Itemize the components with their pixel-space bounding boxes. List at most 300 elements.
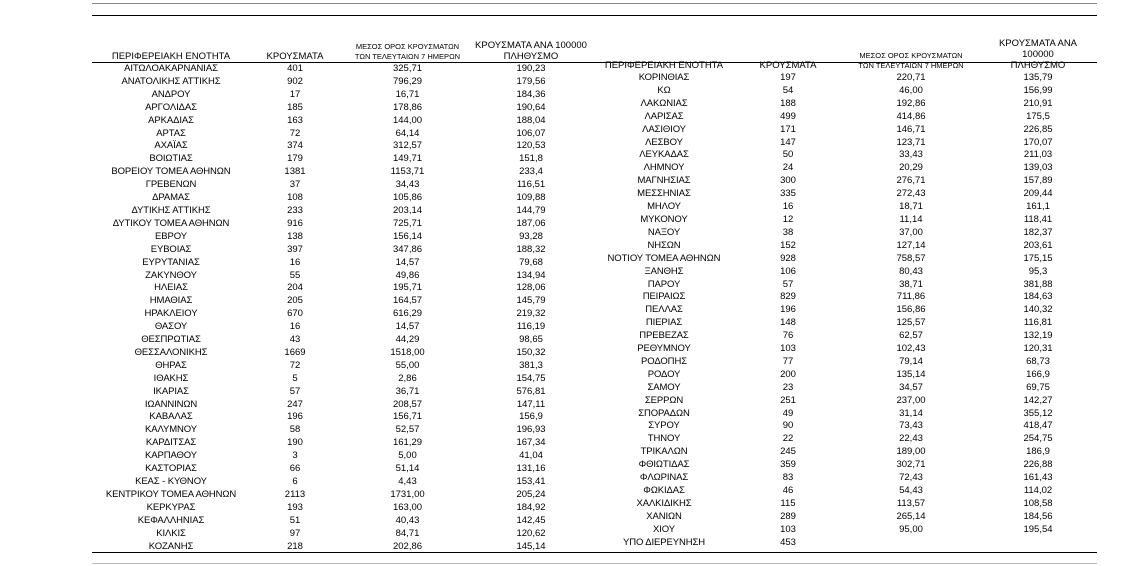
avg7-header <box>838 38 984 72</box>
per100k-cell: 116,51 <box>516 179 546 191</box>
per100k-cell: 161,1 <box>1026 201 1050 213</box>
avg7-cell: 161,29 <box>392 437 423 449</box>
cases-cell: 204 <box>287 282 303 294</box>
cases-header: ΚΡΟΥΣΜΑΤΑ <box>759 60 817 71</box>
table-row <box>590 72 1092 85</box>
avg7-cell: 347,86 <box>392 243 423 255</box>
per100k-cell: 140,32 <box>1023 304 1053 316</box>
cases-cell: 829 <box>780 291 796 303</box>
region-cell: ΤΗΝΟΥ <box>647 433 681 445</box>
cases-cell: 200 <box>780 368 796 380</box>
region-cell: ΚΕΑΣ - ΚΥΘΝΟΥ <box>135 476 207 487</box>
per100k-cell: 93,28 <box>519 230 543 242</box>
avg7-cell: 46,00 <box>899 84 923 96</box>
cases-cell: 148 <box>780 317 796 329</box>
per100k-cell: 79,68 <box>519 256 543 268</box>
region-cell: ΝΟΤΙΟΥ ΤΟΜΕΑ ΑΘΗΝΩΝ <box>607 252 721 264</box>
cases-cell: 374 <box>287 140 303 152</box>
region-cell: ΔΥΤΙΚΗΣ ΑΤΤΙΚΗΣ <box>131 204 211 216</box>
table-row <box>590 317 1092 330</box>
cases-cell: 16 <box>782 201 794 213</box>
table-row <box>590 266 1092 279</box>
per100k-cell <box>984 537 1092 550</box>
per100k-header-line2: ΠΛΗΘΥΣΜΟ <box>1010 60 1066 71</box>
region-cell: ΕΥΒΟΙΑΣ <box>150 243 192 255</box>
per100k-header-line2: ΠΛΗΘΥΣΜΟ <box>503 51 559 62</box>
region-cell: ΛΑΡΙΣΑΣ <box>644 110 684 122</box>
region-cell: ΛΑΣΙΘΙΟΥ <box>642 123 686 135</box>
region-cell: ΣΠΟΡΑΔΩΝ <box>638 407 690 419</box>
region-cell: ΦΘΙΩΤΙΔΑΣ <box>638 459 690 471</box>
per100k-cell: 68,73 <box>1026 355 1050 367</box>
region-cell: ΡΟΔΟΠΗΣ <box>641 355 687 367</box>
per100k-cell: 69,75 <box>1026 381 1050 393</box>
region-cell: ΜΕΣΣΗΝΙΑΣ <box>637 188 691 200</box>
cases-header: ΚΡΟΥΣΜΑΤΑ <box>266 51 324 62</box>
table-row <box>92 411 587 424</box>
per100k-cell: 203,61 <box>1023 239 1053 251</box>
table-row <box>92 140 587 153</box>
region-header: ΠΕΡΙΦΕΡΕΙΑΚΗ ΕΝΟΤΗΤΑ <box>111 51 231 62</box>
per100k-cell: 142,45 <box>516 514 546 526</box>
region-cell: ΚΑΡΠΑΘΟΥ <box>144 450 198 462</box>
per100k-cell: 153,41 <box>516 476 546 487</box>
table-row <box>92 463 587 476</box>
avg7-cell: 80,43 <box>899 265 923 277</box>
footer-rule-thin <box>92 563 1097 564</box>
table-row <box>92 205 587 218</box>
region-header: ΠΕΡΙΦΕΡΕΙΑΚΗ ΕΝΟΤΗΤΑ <box>604 60 724 71</box>
avg7-cell: 31,14 <box>899 407 923 419</box>
per100k-cell: 132,19 <box>1023 330 1053 342</box>
table-row <box>590 343 1092 356</box>
region-cell: ΚΟΖΑΝΗΣ <box>148 540 194 552</box>
avg7-cell: 52,57 <box>395 424 420 436</box>
per100k-cell: 233,4 <box>519 166 543 178</box>
avg7-cell: 178,86 <box>392 101 423 113</box>
avg7-cell: 220,71 <box>896 72 926 83</box>
per100k-cell: 156,99 <box>1023 84 1053 96</box>
region-cell: ΙΘΑΚΗΣ <box>153 372 189 384</box>
table-row <box>590 356 1092 369</box>
avg7-cell: 51,14 <box>395 463 420 475</box>
avg7-cell: 40,43 <box>395 514 420 526</box>
avg7-cell: 276,71 <box>896 175 926 187</box>
avg7-cell: 163,00 <box>392 501 423 513</box>
region-cell: ΘΕΣΠΡΩΤΙΑΣ <box>141 334 201 346</box>
table-row <box>92 360 587 373</box>
table-row <box>92 386 587 399</box>
avg7-cell: 616,29 <box>392 308 423 320</box>
avg7-cell: 49,86 <box>395 269 420 281</box>
table-row <box>590 498 1092 511</box>
avg7-cell: 20,29 <box>899 162 923 174</box>
cases-cell: 72 <box>289 359 301 371</box>
table-row <box>92 76 587 89</box>
avg7-cell: 265,14 <box>896 510 926 522</box>
cases-cell: 218 <box>287 540 303 552</box>
cases-cell: 46 <box>782 485 794 496</box>
avg7-cell: 95,00 <box>899 523 923 535</box>
table-row <box>92 192 587 205</box>
region-cell: ΛΕΥΚΑΔΑΣ <box>639 149 689 161</box>
region-cell: ΦΛΩΡΙΝΑΣ <box>639 472 689 484</box>
table-row <box>590 511 1092 524</box>
avg7-cell: 156,86 <box>896 304 926 316</box>
table-row <box>92 231 587 244</box>
cases-cell: 37 <box>289 179 301 191</box>
cases-cell: 251 <box>780 394 796 406</box>
avg7-header-line2: ΤΩΝ ΤΕΛΕΥΤΑΙΩΝ 7 ΗΜΕΡΩΝ <box>858 61 964 70</box>
cases-cell: 49 <box>782 407 794 419</box>
table-header-row <box>590 38 1092 72</box>
per100k-cell: 184,92 <box>516 501 546 513</box>
per100k-cell: 106,07 <box>516 127 546 139</box>
table-row <box>590 227 1092 240</box>
cases-cell: 397 <box>287 243 303 255</box>
table-row <box>92 89 587 102</box>
table-row <box>92 373 587 386</box>
per100k-cell: 184,63 <box>1023 291 1053 303</box>
per100k-cell: 211,03 <box>1023 149 1053 161</box>
per100k-cell: 195,54 <box>1023 523 1053 535</box>
avg7-cell: 144,00 <box>392 114 423 126</box>
avg7-cell: 125,57 <box>896 317 926 329</box>
region-cell: ΣΑΜΟΥ <box>647 381 681 393</box>
cases-cell: 188 <box>780 97 796 109</box>
cases-cell: 196 <box>780 304 796 316</box>
cases-cell: 17 <box>289 88 301 100</box>
region-cell: ΠΙΕΡΙΑΣ <box>645 317 683 329</box>
table-row <box>590 485 1092 498</box>
avg7-cell: 22,43 <box>899 433 923 445</box>
region-cell: ΚΕΡΚΥΡΑΣ <box>146 501 196 513</box>
per100k-header-line1: ΚΡΟΥΣΜΑΤΑ ΑΝΑ 100000 <box>998 38 1078 60</box>
cases-cell: 453 <box>780 536 796 548</box>
region-cell: ΠΕΛΛΑΣ <box>645 304 683 316</box>
cases-cell: 24 <box>782 162 794 174</box>
table-row <box>92 476 587 489</box>
per100k-cell: 184,56 <box>1023 510 1053 522</box>
table-row <box>92 282 587 295</box>
cases-cell: 51 <box>289 514 301 526</box>
table-row <box>92 153 587 166</box>
top-rule <box>92 15 1097 16</box>
avg7-cell: 127,14 <box>896 239 926 251</box>
region-cell: ΑΡΚΑΔΙΑΣ <box>148 114 194 126</box>
cases-cell: 196 <box>287 411 303 423</box>
cases-cell: 335 <box>780 188 796 200</box>
table-row <box>590 459 1092 472</box>
cases-cell: 16 <box>289 256 301 268</box>
cases-cell: 72 <box>289 127 301 139</box>
region-cell: ΚΟΡΙΝΘΙΑΣ <box>638 72 690 83</box>
region-cell: ΛΕΣΒΟΥ <box>645 136 683 148</box>
avg7-cell: 189,00 <box>896 446 926 458</box>
table-row <box>590 446 1092 459</box>
cases-cell: 22 <box>782 433 794 445</box>
per100k-cell: 175,5 <box>1026 110 1050 122</box>
per100k-cell: 120,31 <box>1023 343 1053 355</box>
region-cell: ΧΙΟΥ <box>653 523 675 535</box>
region-cell: ΠΕΙΡΑΙΩΣ <box>642 291 686 303</box>
per100k-cell: 109,88 <box>516 192 546 204</box>
per100k-cell: 150,32 <box>516 346 546 358</box>
per100k-cell: 161,43 <box>1023 472 1053 484</box>
cases-cell: 289 <box>780 510 796 522</box>
region-cell: ΧΑΛΚΙΔΙΚΗΣ <box>636 497 692 509</box>
cases-cell: 152 <box>780 239 796 251</box>
cases-cell: 2113 <box>284 488 306 500</box>
per100k-cell: 254,75 <box>1023 433 1053 445</box>
table-row <box>590 279 1092 292</box>
avg7-cell: 14,57 <box>395 256 420 268</box>
per100k-cell: 184,36 <box>516 88 546 100</box>
avg7-cell: 18,71 <box>899 201 923 213</box>
table-row <box>92 270 587 283</box>
table-row <box>590 98 1092 111</box>
avg7-cell: 123,71 <box>896 136 926 148</box>
cases-cell: 76 <box>782 330 794 342</box>
avg7-cell: 192,86 <box>896 97 926 109</box>
region-cell: ΧΑΝΙΩΝ <box>646 510 682 522</box>
avg7-cell: 84,71 <box>395 527 420 539</box>
region-cell: ΒΟΡΕΙΟΥ ΤΟΜΕΑ ΑΘΗΝΩΝ <box>111 166 231 178</box>
cases-cell: 670 <box>287 308 303 320</box>
table-row <box>590 111 1092 124</box>
avg7-cell: 1731,00 <box>390 488 425 500</box>
region-cell: ΔΥΤΙΚΟΥ ΤΟΜΕΑ ΑΘΗΝΩΝ <box>112 217 230 229</box>
per100k-cell: 142,27 <box>1023 394 1053 406</box>
per100k-cell: 95,3 <box>1028 265 1048 277</box>
cases-cell: 179 <box>287 153 303 165</box>
region-cell: ΚΕΝΤΡΙΚΟΥ ΤΟΜΕΑ ΑΘΗΝΩΝ <box>105 488 237 500</box>
table-row <box>92 257 587 270</box>
per100k-cell: 170,07 <box>1023 136 1053 148</box>
cases-cell: 77 <box>782 355 794 367</box>
cases-cell: 916 <box>287 217 303 229</box>
cases-cell: 147 <box>780 136 796 148</box>
region-cell: ΚΑΛΥΜΝΟΥ <box>144 424 198 436</box>
per100k-cell: 120,62 <box>516 527 546 539</box>
region-cell: ΚΑΒΑΛΑΣ <box>149 411 193 423</box>
avg7-cell: 149,71 <box>392 153 423 165</box>
region-cell: ΝΗΣΩΝ <box>647 239 681 251</box>
cases-cell: 499 <box>780 110 796 122</box>
cases-cell: 245 <box>780 446 796 458</box>
per100k-cell: 135,79 <box>1023 72 1053 83</box>
avg7-cell: 38,71 <box>899 278 923 290</box>
region-cell: ΑΧΑΪΑΣ <box>154 140 188 152</box>
per100k-cell: 418,47 <box>1023 420 1053 432</box>
cases-cell: 185 <box>287 101 303 113</box>
region-cell: ΒΟΙΩΤΙΑΣ <box>149 153 193 165</box>
cases-cell: 247 <box>287 398 303 410</box>
avg7-cell: 102,43 <box>896 343 926 355</box>
table-row <box>92 102 587 115</box>
avg7-header-line2: ΤΩΝ ΤΕΛΕΥΤΑΙΩΝ 7 ΗΜΕΡΩΝ <box>354 52 461 61</box>
cases-cell: 401 <box>287 63 303 74</box>
per100k-cell: 98,65 <box>519 334 543 346</box>
avg7-cell: 202,86 <box>392 540 423 552</box>
region-cell: ΜΥΚΟΝΟΥ <box>640 213 688 225</box>
per100k-cell: 576,81 <box>516 385 546 397</box>
table-row <box>590 240 1092 253</box>
region-cell: ΕΒΡΟΥ <box>155 230 187 242</box>
avg7-cell: 37,00 <box>899 226 923 238</box>
per100k-cell: 145,79 <box>516 295 546 307</box>
avg7-cell: 725,71 <box>392 217 423 229</box>
table-row <box>590 524 1092 537</box>
table-row <box>92 244 587 257</box>
avg7-cell: 34,57 <box>899 381 923 393</box>
per100k-cell: 179,56 <box>516 75 546 87</box>
per100k-cell: 108,58 <box>1023 497 1053 509</box>
table-row <box>92 63 587 76</box>
table-row <box>92 437 587 450</box>
per100k-cell: 205,24 <box>516 488 546 500</box>
table-row <box>590 537 1092 550</box>
cases-cell: 54 <box>782 84 794 96</box>
per100k-cell: 187,06 <box>516 217 546 229</box>
table-row <box>590 85 1092 98</box>
per100k-header <box>475 38 587 63</box>
per100k-cell: 157,89 <box>1023 175 1053 187</box>
cases-cell: 359 <box>780 459 796 471</box>
avg7-cell: 105,86 <box>392 192 423 204</box>
table-row <box>92 489 587 502</box>
region-cell: ΓΡΕΒΕΝΩΝ <box>145 179 197 191</box>
region-cell: ΕΥΡΥΤΑΝΙΑΣ <box>142 256 200 268</box>
per100k-cell: 175,15 <box>1023 252 1053 264</box>
cases-cell: 193 <box>287 501 303 513</box>
table-row <box>590 369 1092 382</box>
cases-cell: 300 <box>780 175 796 187</box>
cases-cell: 50 <box>782 149 794 161</box>
region-cell: ΥΠΟ ΔΙΕΡΕΥΝΗΣΗ <box>622 536 706 548</box>
table-row <box>92 541 587 554</box>
table-row <box>590 175 1092 188</box>
table-row <box>92 218 587 231</box>
cases-cell: 928 <box>780 252 796 264</box>
avg7-cell: 195,71 <box>392 282 423 294</box>
table-row <box>590 408 1092 421</box>
avg7-cell: 54,43 <box>899 485 923 496</box>
region-cell: ΑΝΑΤΟΛΙΚΗΣ ΑΤΤΙΚΗΣ <box>121 75 221 87</box>
cases-cell: 97 <box>289 527 301 539</box>
avg7-cell: 5,00 <box>398 450 417 462</box>
per100k-cell: 190,64 <box>516 101 546 113</box>
region-cell: ΜΑΓΝΗΣΙΑΣ <box>637 175 691 187</box>
cases-cell: 103 <box>780 523 796 535</box>
cases-cell: 58 <box>289 424 301 436</box>
region-cell: ΛΑΚΩΝΙΑΣ <box>640 97 688 109</box>
table-row <box>590 433 1092 446</box>
table-row <box>590 330 1092 343</box>
table-row <box>92 450 587 463</box>
avg7-cell: 164,57 <box>392 295 423 307</box>
per100k-cell: 134,94 <box>516 269 546 281</box>
per100k-cell: 120,53 <box>516 140 546 152</box>
per100k-cell: 41,04 <box>519 450 543 462</box>
per100k-cell: 381,88 <box>1023 278 1053 290</box>
avg7-cell: 14,57 <box>395 321 420 333</box>
cases-cell: 23 <box>782 381 794 393</box>
region-cell: ΔΡΑΜΑΣ <box>152 192 190 204</box>
per100k-cell: 147,11 <box>516 398 546 410</box>
table-row <box>92 334 587 347</box>
per100k-cell: 182,37 <box>1023 226 1053 238</box>
cases-cell: 38 <box>782 226 794 238</box>
avg7-cell: 208,57 <box>392 398 423 410</box>
avg7-cell: 312,57 <box>392 140 423 152</box>
avg7-cell: 4,43 <box>398 476 417 487</box>
region-cell: ΡΕΘΥΜΝΟΥ <box>637 343 691 355</box>
avg7-cell: 62,57 <box>899 330 923 342</box>
per100k-cell: 139,03 <box>1023 162 1053 174</box>
cases-cell: 902 <box>287 75 303 87</box>
cases-cell: 115 <box>780 497 796 509</box>
table-row <box>590 382 1092 395</box>
table-row <box>590 214 1092 227</box>
cases-cell: 66 <box>289 463 301 475</box>
avg7-cell: 203,14 <box>392 204 423 216</box>
avg7-cell: 2,86 <box>398 372 417 384</box>
cases-cell: 5 <box>292 372 298 384</box>
cases-cell: 3 <box>292 450 298 462</box>
table-row <box>590 304 1092 317</box>
table-row <box>92 179 587 192</box>
cases-cell: 57 <box>289 385 301 397</box>
table-row <box>92 321 587 334</box>
table-row <box>92 424 587 437</box>
cases-cell: 197 <box>780 72 796 83</box>
region-cell: ΛΗΜΝΟΥ <box>643 162 685 174</box>
table-row <box>590 395 1092 408</box>
table-row <box>92 166 587 179</box>
table-header-row <box>92 38 587 63</box>
region-cell: ΞΑΝΘΗΣ <box>644 265 684 277</box>
region-cell: ΦΩΚΙΔΑΣ <box>643 485 685 496</box>
avg7-cell: 64,14 <box>395 127 420 139</box>
table-row <box>590 149 1092 162</box>
region-cell: ΣΥΡΟΥ <box>648 420 680 432</box>
table-row <box>92 115 587 128</box>
region-cell: ΗΛΕΙΑΣ <box>154 282 188 294</box>
avg7-header <box>340 38 475 63</box>
cases-cell: 16 <box>289 321 301 333</box>
avg7-cell: 237,00 <box>896 394 926 406</box>
region-cell: ΠΑΡΟΥ <box>647 278 681 290</box>
region-cell: ΣΕΡΡΩΝ <box>644 394 684 406</box>
cases-cell: 57 <box>782 278 794 290</box>
cases-cell: 138 <box>287 230 303 242</box>
per100k-cell: 145,14 <box>516 540 546 552</box>
region-cell: ΚΑΣΤΟΡΙΑΣ <box>145 463 197 475</box>
table-body-right <box>590 72 1092 550</box>
region-cell: ΑΡΤΑΣ <box>156 127 186 139</box>
table-row <box>92 347 587 360</box>
per100k-cell: 131,16 <box>516 463 546 475</box>
cases-cell: 163 <box>287 114 303 126</box>
region-cell: ΝΑΞΟΥ <box>647 226 681 238</box>
avg7-cell: 55,00 <box>395 359 420 371</box>
per100k-cell: 156,9 <box>519 411 543 423</box>
cases-cell: 55 <box>289 269 301 281</box>
top-rule-thin <box>92 3 1097 4</box>
per100k-header <box>984 38 1092 72</box>
avg7-cell: 113,57 <box>896 497 926 509</box>
